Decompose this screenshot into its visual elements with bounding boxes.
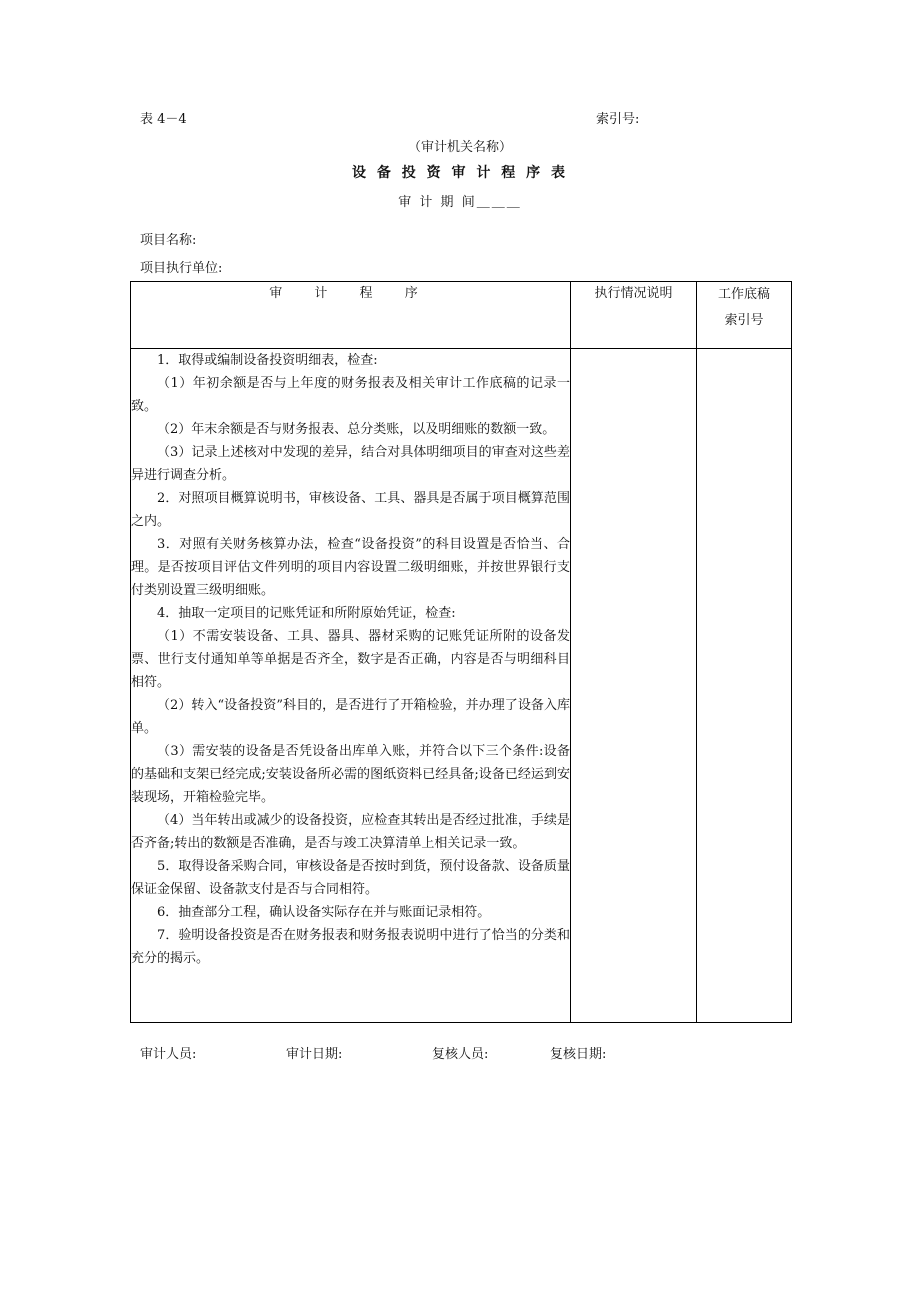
audit-period: 审 计 期 间＿＿＿ [398, 195, 522, 210]
workpaper-ref-line1: 工作底稿 [717, 287, 770, 302]
table-body-row [131, 349, 792, 1023]
project-name-label: 项目名称: [140, 233, 197, 248]
column-header-procedure: 审 计 程 序 [131, 282, 571, 349]
column-header-execution: 执行情况说明 [571, 282, 697, 349]
procedure-item: 3．对照有关财务核算办法，检查“设备投资”的科目设置是否恰当、合理。是否按项目评估文件列明的项目内容设置二级明细账，并按世界银行支付类别设置三级明细账。 [131, 537, 570, 598]
procedure-item: 2．对照项目概算说明书，审核设备、工具、器具是否属于项目概算范围之内。 [131, 491, 570, 529]
procedure-subitem: （4）当年转出或减少的设备投资，应检查其转出是否经过批准，手续是否齐备;转出的数额是否准确，是否与竣工决算清单上相关记录一致。 [131, 813, 570, 851]
procedure-subitem: （2）年末余额是否与财务报表、总分类账，以及明细账的数额一致。 [157, 422, 556, 437]
review-date-label: 复核日期: [550, 1047, 607, 1062]
procedure-subitem: （3）需安装的设备是否凭设备出库单入账，并符合以下三个条件:设备的基础和支架已经完成;安装设备所必需的图纸资料已经具备;设备已经运到安装现场，开箱检验完毕。 [131, 744, 570, 805]
procedure-subitem: （1）年初余额是否与上年度的财务报表及相关审计工作底稿的记录一致。 [131, 376, 570, 414]
procedure-subitem: （1）不需安装设备、工具、器具、器材采购的记账凭证所附的设备发票、世行支付通知单等单据是否齐全，数字是否正确，内容是否与明细科目相符。 [131, 629, 570, 690]
execution-notes-cell [571, 349, 697, 1023]
audit-organization-name: （审计机关名称） [407, 140, 512, 155]
workpaper-ref-line2: 索引号 [724, 313, 764, 328]
table-header-row [131, 282, 792, 349]
signature-footer [140, 1043, 606, 1062]
procedure-item: 4．抽取一定项目的记账凭证和所附原始凭证，检查: [157, 606, 456, 621]
index-number-label: 索引号: [596, 112, 640, 127]
document-number: 表 4－4 [140, 112, 187, 127]
reviewer-label: 复核人员: [432, 1047, 489, 1062]
audit-date-label: 审计日期: [286, 1047, 343, 1062]
procedure-subitem: （2）转入“设备投资”科目的，是否进行了开箱检验，并办理了设备入库单。 [131, 698, 570, 736]
procedure-item: 1．取得或编制设备投资明细表，检查: [157, 353, 378, 368]
audit-procedure-table [130, 281, 792, 1023]
auditor-label: 审计人员: [140, 1047, 197, 1062]
procedure-cell [131, 349, 571, 1023]
procedure-subitem: （3）记录上述核对中发现的差异，结合对具体明细项目的审查对这些差异进行调查分析。 [131, 445, 570, 483]
procedure-item: 6．抽查部分工程，确认设备实际存在并与账面记录相符。 [157, 905, 491, 920]
project-unit-label: 项目执行单位: [140, 261, 223, 276]
workpaper-ref-cell [697, 349, 792, 1023]
column-header-workpaper-ref [697, 282, 792, 349]
document-title: 设 备 投 资 审 计 程 序 表 [352, 165, 568, 181]
procedure-item: 7．验明设备投资是否在财务报表和财务报表说明中进行了恰当的分类和充分的揭示。 [131, 928, 570, 966]
procedure-item: 5．取得设备采购合同，审核设备是否按时到货，预付设备款、设备质量保证金保留、设备款支付是否与合同相符。 [131, 859, 570, 897]
